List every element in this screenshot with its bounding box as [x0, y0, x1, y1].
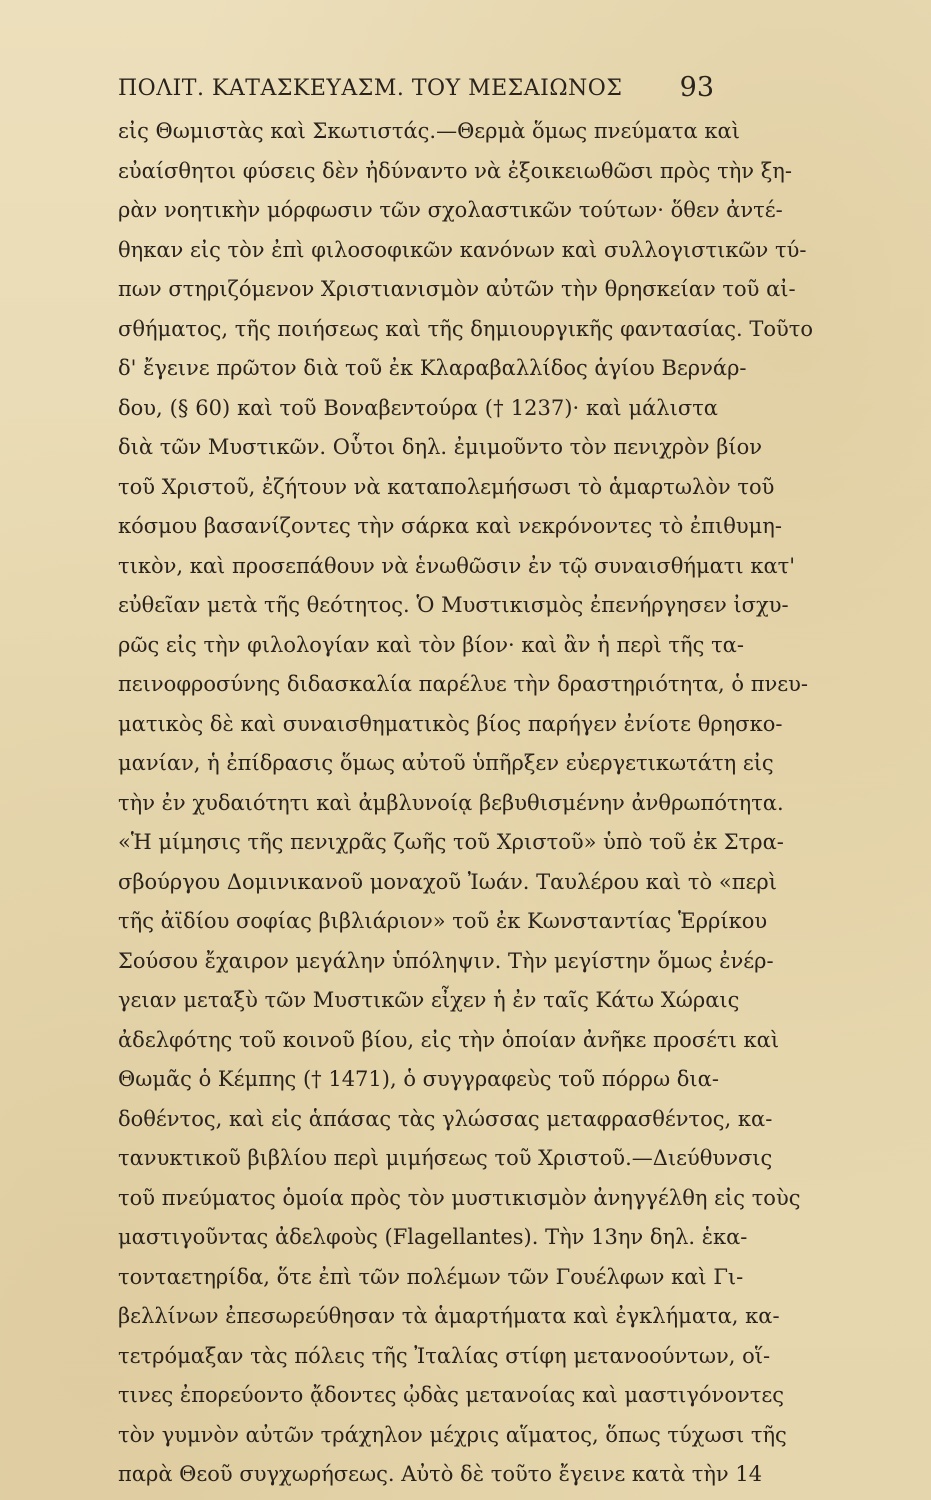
text-line: διὰ τῶν Μυστικῶν. Οὗτοι δηλ. ἐμιμοῦντο τὸν πενιχρὸν βίον: [118, 435, 763, 459]
body-text: [118, 112, 814, 1495]
text-line: ἀδελφότης τοῦ κοινοῦ βίου, εἰς τὴν ὁποίαν ἀνῆκε προσέτι καὶ: [118, 1027, 780, 1052]
page-number: 93: [679, 72, 714, 103]
text-line: «Ἡ μίμησις τῆς πενιχρᾶς ζωῆς τοῦ Χριστοῦ» ὑπὸ τοῦ ἐκ Στρα-: [118, 830, 784, 854]
text-line: ρῶς εἰς τὴν φιλολογίαν καὶ τὸν βίον· καὶ ἂν ἡ περὶ τῆς τα-: [118, 632, 744, 657]
text-line: βελλίνων ἐπεσωρεύθησαν τὰ ἁμαρτήματα καὶ ἐγκλήματα, κα-: [118, 1304, 780, 1328]
text-line: δ' ἔγεινε πρῶτον διὰ τοῦ ἐκ Κλαραβαλλίδος ἁγίου Βερνάρ-: [118, 356, 747, 380]
text-line: τῆς ἀϊδίου σοφίας βιβλιάριον» τοῦ ἐκ Κωνσταντίας Ἑρρίκου: [118, 909, 768, 933]
text-line: σβούργου Δομινικανοῦ μοναχοῦ Ἰωάν. Ταυλέρου καὶ τὸ «περὶ: [118, 869, 777, 894]
text-line: τικὸν, καὶ προσεπάθουν νὰ ἑνωθῶσιν ἐν τῷ συναισθήματι κατ': [118, 553, 796, 578]
text-line: μαστιγοῦντας ἀδελφοὺς (Flagellantes). Τὴν 13ην δηλ. ἑκα-: [118, 1225, 748, 1249]
text-line: μανίαν, ἡ ἐπίδρασις ὅμως αὐτοῦ ὑπῆρξεν εὐεργετικωτάτη εἰς: [118, 751, 774, 775]
text-line: τὴν ἐν χυδαιότητι καὶ ἀμβλυνοίᾳ βεβυθισμένην ἀνθρωπότητα.: [118, 790, 784, 815]
text-line: τοῦ Χριστοῦ, ἐζήτουν νὰ καταπολεμήσωσι τὸ ἁμαρτωλὸν τοῦ: [118, 474, 775, 499]
text-line: ματικὸς δὲ καὶ συναισθηματικὸς βίος παρήγεν ἐνίοτε θρησκο-: [118, 711, 783, 736]
text-line: Θωμᾶς ὁ Κέμπης († 1471), ὁ συγγραφεὺς τοῦ πόρρω δια-: [118, 1067, 719, 1091]
text-line: τὸν γυμνὸν αὐτῶν τράχηλον μέχρις αἵματος, ὅπως τύχωσι τῆς: [118, 1422, 787, 1447]
text-line: Σούσου ἔχαιρον μεγάλην ὑπόληψιν. Τὴν μεγίστην ὅμως ἐνέρ-: [118, 948, 774, 973]
text-line: τοῦ πνεύματος ὁμοία πρὸς τὸν μυστικισμὸν ἀνηγγέλθη εἰς τοὺς: [118, 1185, 801, 1210]
running-title: ΠΟΛΙΤ. ΚΑΤΑΣΚΕΥΑΣΜ. ΤΟΥ ΜΕΣΑΙΩΝΟΣ: [118, 76, 623, 101]
text-line: τετρόμαξαν τὰς πόλεις τῆς Ἰταλίας στίφη μετανοούντων, οἵ-: [118, 1343, 771, 1368]
page-header: [118, 70, 714, 106]
text-line: εὐθεῖαν μετὰ τῆς θεότητος. Ὁ Μυστικισμὸς ἐπενήργησεν ἰσχυ-: [118, 593, 789, 617]
text-line: πεινοφροσύνης διδασκαλία παρέλυε τὴν δραστηριότητα, ὁ πνευ-: [118, 672, 809, 696]
text-line: παρὰ Θεοῦ συγχωρήσεως. Αὐτὸ δὲ τοῦτο ἔγεινε κατὰ τὴν 14: [118, 1462, 763, 1486]
text-line: ρὰν νοητικὴν μόρφωσιν τῶν σχολαστικῶν τούτων· ὅθεν ἀντέ-: [118, 198, 783, 222]
text-line: εἰς Θωμιστὰς καὶ Σκωτιστάς.—Θερμὰ ὅμως πνεύματα καὶ: [118, 119, 740, 143]
text-line: τανυκτικοῦ βιβλίου περὶ μιμήσεως τοῦ Χριστοῦ.—Διεύθυνσις: [118, 1146, 773, 1170]
text-line: τινες ἐπορεύοντο ᾄδοντες ᾠδὰς μετανοίας καὶ μαστιγόνοντες: [118, 1383, 784, 1407]
text-line: θηκαν εἰς τὸν ἐπὶ φιλοσοφικῶν κανόνων καὶ συλλογιστικῶν τύ-: [118, 237, 807, 262]
text-line: γειαν μεταξὺ τῶν Μυστικῶν εἶχεν ἡ ἐν ταῖς Κάτω Χώραις: [118, 988, 740, 1012]
text-line: σθήματος, τῆς ποιήσεως καὶ τῆς δημιουργικῆς φαντασίας. Τοῦτο: [118, 316, 814, 341]
text-line: τονταετηρίδα, ὅτε ἐπὶ τῶν πολέμων τῶν Γουέλφων καὶ Γι-: [118, 1264, 744, 1289]
text-line: εὐαίσθητοι φύσεις δὲν ἠδύναντο νὰ ἐξοικειωθῶσι πρὸς τὴν ξη-: [118, 158, 792, 183]
text-line: δου, (§ 60) καὶ τοῦ Βοναβεντούρα († 1237)· καὶ μάλιστα: [118, 395, 718, 420]
text-line: πων στηριζόμενον Χριστιανισμὸν αὐτῶν τὴν θρησκείαν τοῦ αἰ-: [118, 277, 796, 301]
text-line: δοθέντος, καὶ εἰς ἁπάσας τὰς γλώσσας μεταφρασθέντος, κα-: [118, 1106, 773, 1131]
text-line: κόσμου βασανίζοντες τὴν σάρκα καὶ νεκρόνοντες τὸ ἐπιθυμη-: [118, 514, 782, 538]
